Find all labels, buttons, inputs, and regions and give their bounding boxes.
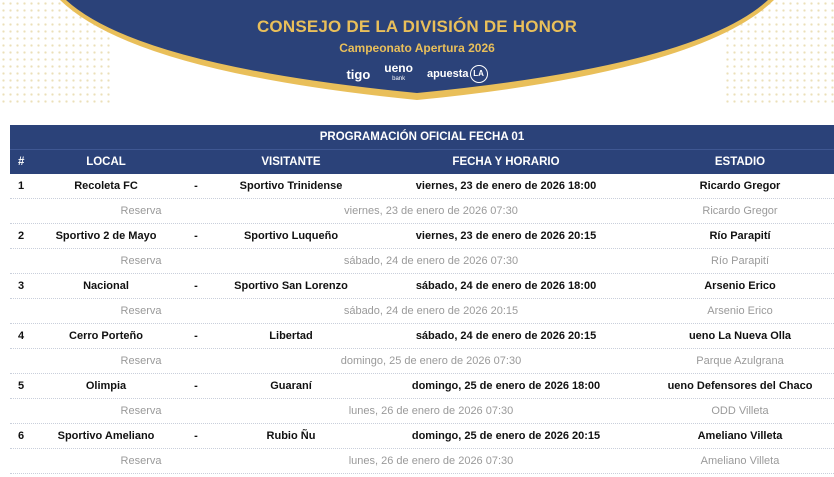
match-visitante: Libertad bbox=[269, 330, 313, 342]
match-estadio: Ameliano Villeta bbox=[697, 430, 783, 442]
match-local: Nacional bbox=[83, 280, 129, 292]
match-fecha: domingo, 25 de enero de 2026 20:15 bbox=[411, 430, 601, 442]
apuesta-la-logo bbox=[427, 65, 488, 83]
reserve-row bbox=[10, 449, 834, 474]
header-banner bbox=[60, 0, 774, 104]
match-row bbox=[10, 274, 834, 299]
reserve-label: Reserva bbox=[120, 405, 162, 417]
reserve-label: Reserva bbox=[120, 255, 162, 267]
match-visitante: Sportivo San Lorenzo bbox=[234, 280, 348, 292]
match-number: 3 bbox=[18, 280, 25, 292]
header-num: # bbox=[18, 156, 25, 168]
reserve-estadio: ODD Villeta bbox=[711, 405, 769, 417]
header-visitante: VISITANTE bbox=[261, 156, 321, 168]
reserve-row bbox=[10, 199, 834, 224]
match-local: Sportivo Ameliano bbox=[57, 430, 155, 442]
reserve-estadio: Arsenio Erico bbox=[707, 305, 773, 317]
match-number: 2 bbox=[18, 230, 25, 242]
banner-subtitle: Campeonato Apertura 2026 bbox=[339, 41, 495, 55]
match-separator: - bbox=[194, 380, 198, 392]
reserve-label: Reserva bbox=[120, 305, 162, 317]
table-header-row bbox=[10, 149, 834, 174]
match-separator: - bbox=[194, 230, 198, 242]
ueno-logo-sub: bank bbox=[392, 76, 406, 82]
match-visitante: Sportivo Luqueño bbox=[243, 230, 339, 242]
match-visitante: Rubio Ñu bbox=[266, 430, 316, 442]
match-local: Recoleta FC bbox=[74, 180, 138, 192]
reserve-fecha: sábado, 24 de enero de 2026 07:30 bbox=[343, 255, 519, 267]
reserve-estadio: Ricardo Gregor bbox=[702, 205, 778, 217]
match-fecha: sábado, 24 de enero de 2026 18:00 bbox=[415, 280, 597, 292]
banner-title: CONSEJO DE LA DIVISIÓN DE HONOR bbox=[256, 17, 578, 36]
match-row bbox=[10, 324, 834, 349]
match-separator: - bbox=[194, 330, 198, 342]
match-row bbox=[10, 174, 834, 199]
reserve-fecha: sábado, 24 de enero de 2026 20:15 bbox=[343, 305, 519, 317]
match-number: 5 bbox=[18, 380, 25, 392]
match-estadio: ueno Defensores del Chaco bbox=[667, 380, 813, 392]
reserve-fecha: lunes, 26 de enero de 2026 07:30 bbox=[348, 405, 514, 417]
match-visitante: Sportivo Trinidense bbox=[239, 180, 343, 192]
tigo-logo: tigo bbox=[346, 66, 371, 82]
reserve-label: Reserva bbox=[120, 205, 162, 217]
match-local: Olimpia bbox=[85, 380, 127, 392]
ueno-logo-text: ueno bbox=[384, 61, 413, 75]
match-fecha: viernes, 23 de enero de 2026 18:00 bbox=[415, 180, 597, 192]
match-fecha: viernes, 23 de enero de 2026 20:15 bbox=[415, 230, 597, 242]
reserve-row bbox=[10, 249, 834, 274]
reserve-label: Reserva bbox=[120, 455, 162, 467]
reserve-row bbox=[10, 349, 834, 374]
match-row bbox=[10, 224, 834, 249]
reserve-fecha: viernes, 23 de enero de 2026 07:30 bbox=[344, 205, 518, 217]
match-number: 6 bbox=[18, 430, 25, 442]
match-fecha: domingo, 25 de enero de 2026 18:00 bbox=[411, 380, 601, 392]
header-fecha: FECHA Y HORARIO bbox=[452, 156, 560, 168]
match-number: 4 bbox=[18, 330, 25, 342]
reserve-fecha: domingo, 25 de enero de 2026 07:30 bbox=[340, 355, 522, 367]
match-row bbox=[10, 374, 834, 399]
reserve-row bbox=[10, 399, 834, 424]
match-estadio: ueno La Nueva Olla bbox=[688, 330, 792, 342]
match-visitante: Guaraní bbox=[270, 380, 312, 392]
match-number: 1 bbox=[18, 180, 25, 192]
ueno-logo bbox=[384, 63, 413, 85]
reserve-label: Reserva bbox=[120, 355, 162, 367]
match-separator: - bbox=[194, 430, 198, 442]
match-row bbox=[10, 424, 834, 449]
table-title: PROGRAMACIÓN OFICIAL FECHA 01 bbox=[10, 125, 834, 149]
reserve-row bbox=[10, 299, 834, 324]
header-local: LOCAL bbox=[86, 156, 126, 168]
schedule-table bbox=[10, 125, 834, 474]
reserve-estadio: Río Parapití bbox=[710, 255, 770, 267]
header-estadio: ESTADIO bbox=[714, 156, 766, 168]
apuesta-logo-text: apuesta bbox=[426, 68, 469, 80]
match-estadio: Río Parapití bbox=[709, 230, 771, 242]
reserve-estadio: Parque Azulgrana bbox=[696, 355, 784, 367]
match-fecha: sábado, 24 de enero de 2026 20:15 bbox=[415, 330, 597, 342]
match-local: Cerro Porteño bbox=[69, 330, 143, 342]
sponsor-logos bbox=[60, 63, 774, 85]
match-separator: - bbox=[194, 280, 198, 292]
match-local: Sportivo 2 de Mayo bbox=[55, 230, 157, 242]
match-estadio: Ricardo Gregor bbox=[699, 180, 781, 192]
reserve-estadio: Ameliano Villeta bbox=[700, 455, 780, 467]
la-logo-circle: LA bbox=[470, 65, 488, 83]
match-estadio: Arsenio Erico bbox=[704, 280, 776, 292]
match-separator: - bbox=[194, 180, 198, 192]
reserve-fecha: lunes, 26 de enero de 2026 07:30 bbox=[348, 455, 514, 467]
